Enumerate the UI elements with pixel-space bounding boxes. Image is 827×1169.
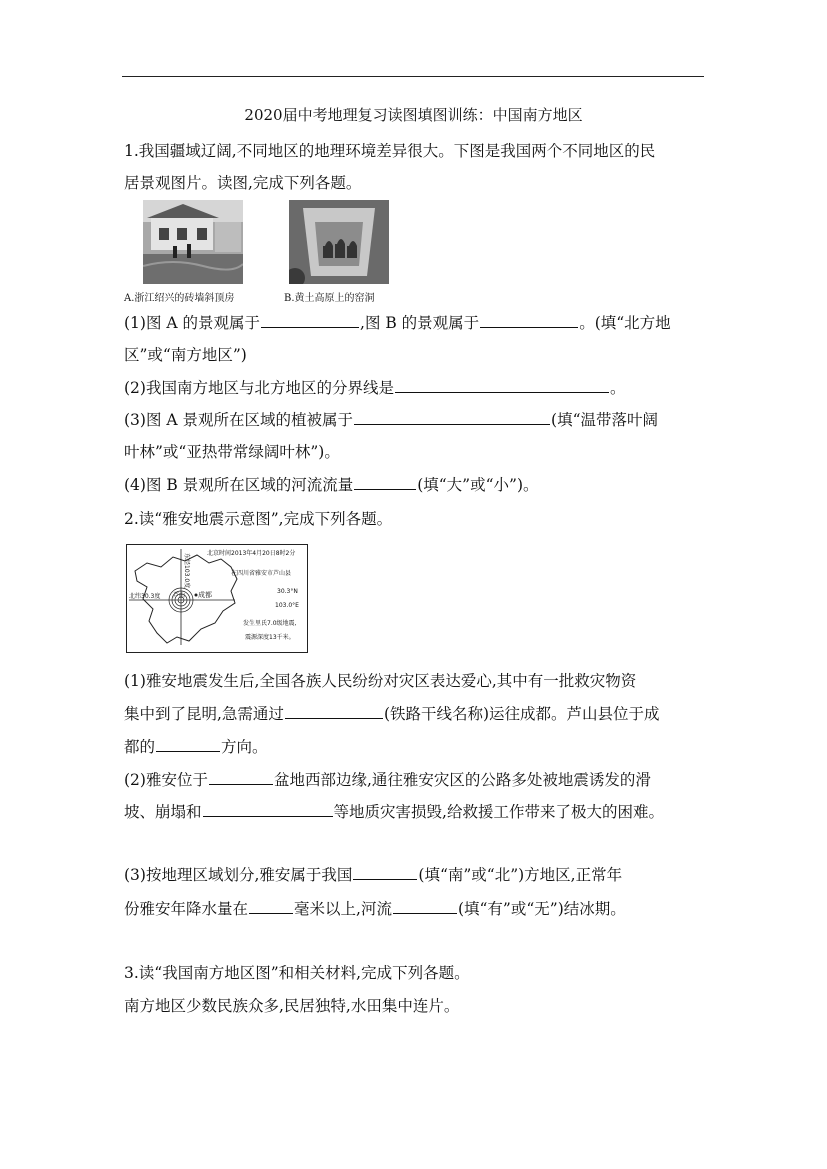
q1-p1-text-c: 。(填“北方地 <box>579 314 671 332</box>
q2-p1-text-e: 方向。 <box>221 738 268 756</box>
q2-p2-text-c: 坡、崩塌和 <box>124 803 202 821</box>
q1-p3-text-b: (填“温带落叶阔 <box>551 411 658 429</box>
q2-p2-text-b: 盆地西部边缘,通往雅安灾区的公路多处被地震诱发的滑 <box>273 771 651 789</box>
q2-p3-text-b: (填“南”或“北”)方地区,正常年 <box>418 866 623 884</box>
header-rule <box>122 76 704 77</box>
answer-blank-disaster[interactable] <box>203 801 333 817</box>
q2-p2-text-d: 等地质灾害损毁,给救援工作带来了极大的困难。 <box>333 803 664 821</box>
q1-intro-line1: 1.我国疆域辽阔,不同地区的地理环境差异很大。下图是我国两个不同地区的民 <box>124 142 656 160</box>
q1-part3-line2: 叶林”或“亚热带常绿阔叶林”)。 <box>124 443 340 461</box>
q2-p3-text-c: 份雅安年降水量在 <box>124 900 249 918</box>
q1-intro-line2: 居景观图片。读图,完成下列各题。 <box>124 174 362 192</box>
caption-a: A.浙江绍兴的砖墙斜顶房 <box>124 293 235 304</box>
q2-part2-line1 <box>124 769 651 791</box>
q2-intro: 2.读“雅安地震示意图”,完成下列各题。 <box>124 510 393 528</box>
q1-p1-text-a: (1)图 A 的景观属于 <box>124 314 261 332</box>
map-lat-axis-label: 北纬30.3度 <box>129 593 161 600</box>
q1-part4-line <box>124 474 539 496</box>
q1-p2-text-a: (2)我国南方地区与北方地区的分界线是 <box>124 379 394 397</box>
answer-blank-rainfall[interactable] <box>249 898 293 914</box>
map-depth-text: 震源深度13千米。 <box>245 634 295 641</box>
q2-part3-line2 <box>124 898 626 920</box>
q1-part1-line1 <box>124 312 671 334</box>
map-lon-text: 103.0°E <box>275 602 299 609</box>
q2-p1-text-c: (铁路干线名称)运往成都。芦山县位于成 <box>383 705 660 723</box>
answer-blank-railway[interactable] <box>285 703 383 719</box>
q2-p1-text-d: 都的 <box>124 738 156 756</box>
q2-part3-line1 <box>124 864 622 886</box>
yaan-earthquake-map <box>126 544 308 653</box>
map-magnitude-text: 发生里氏7.0级地震, <box>243 620 297 627</box>
answer-blank-freeze[interactable] <box>393 898 457 914</box>
answer-blank-basin[interactable] <box>209 769 273 785</box>
answer-blank-3[interactable] <box>354 409 550 425</box>
q2-part2-line2 <box>124 801 664 823</box>
q2-p1-text-b: 集中到了昆明,急需通过 <box>124 705 284 723</box>
q2-part1-line3 <box>124 736 268 758</box>
q2-part1-line1: (1)雅安地震发生后,全国各族人民纷纷对灾区表达爱心,其中有一批救灾物资 <box>124 672 637 690</box>
map-county-lushan: 芦山 <box>173 592 186 599</box>
q2-p3-text-a: (3)按地理区域划分,雅安属于我国 <box>124 866 353 884</box>
q1-p3-text-a: (3)图 A 景观所在区域的植被属于 <box>124 411 354 429</box>
q1-p4-text-a: (4)图 B 景观所在区域的河流流量 <box>124 476 354 494</box>
answer-blank-4[interactable] <box>354 474 416 490</box>
q2-part1-line2 <box>124 703 660 725</box>
answer-blank-region[interactable] <box>353 864 417 880</box>
q1-p2-text-b: 。 <box>609 379 626 397</box>
map-time-text: 北京时间2013年4月20日8时2分 <box>207 550 296 557</box>
map-city-chengdu: 成都 <box>198 591 212 599</box>
q2-p3-text-d: 毫米以上,河流 <box>294 900 392 918</box>
answer-blank-direction[interactable] <box>156 736 220 752</box>
caption-b: B.黄土高原上的窑洞 <box>284 293 375 304</box>
q1-p4-text-b: (填“大”或“小”)。 <box>417 476 539 494</box>
photo-brick-house <box>143 200 243 284</box>
page-title: 2020届中考地理复习读图填图训练：中国南方地区 <box>244 106 583 124</box>
answer-blank-1a[interactable] <box>261 312 359 328</box>
photo-cave-dwelling <box>289 200 389 284</box>
map-place-text: 在四川省雅安市芦山县 <box>231 570 292 577</box>
q3-text: 南方地区少数民族众多,民居独特,水田集中连片。 <box>124 997 460 1015</box>
map-lat-text: 30.3°N <box>277 588 298 595</box>
q3-intro: 3.读“我国南方地区图”和相关材料,完成下列各题。 <box>124 964 470 982</box>
answer-blank-1b[interactable] <box>480 312 578 328</box>
q2-p2-text-a: (2)雅安位于 <box>124 771 208 789</box>
map-lon-axis-label: 东经103.0度 <box>183 553 190 589</box>
q1-part3-line1 <box>124 409 658 431</box>
answer-blank-2[interactable] <box>395 377 609 393</box>
q1-part2-line <box>124 377 625 399</box>
q1-part1-line2: 区”或“南方地区”) <box>124 346 247 364</box>
q2-p3-text-e: (填“有”或“无”)结冰期。 <box>457 900 626 918</box>
q1-p1-text-b: ,图 B 的景观属于 <box>360 314 480 332</box>
